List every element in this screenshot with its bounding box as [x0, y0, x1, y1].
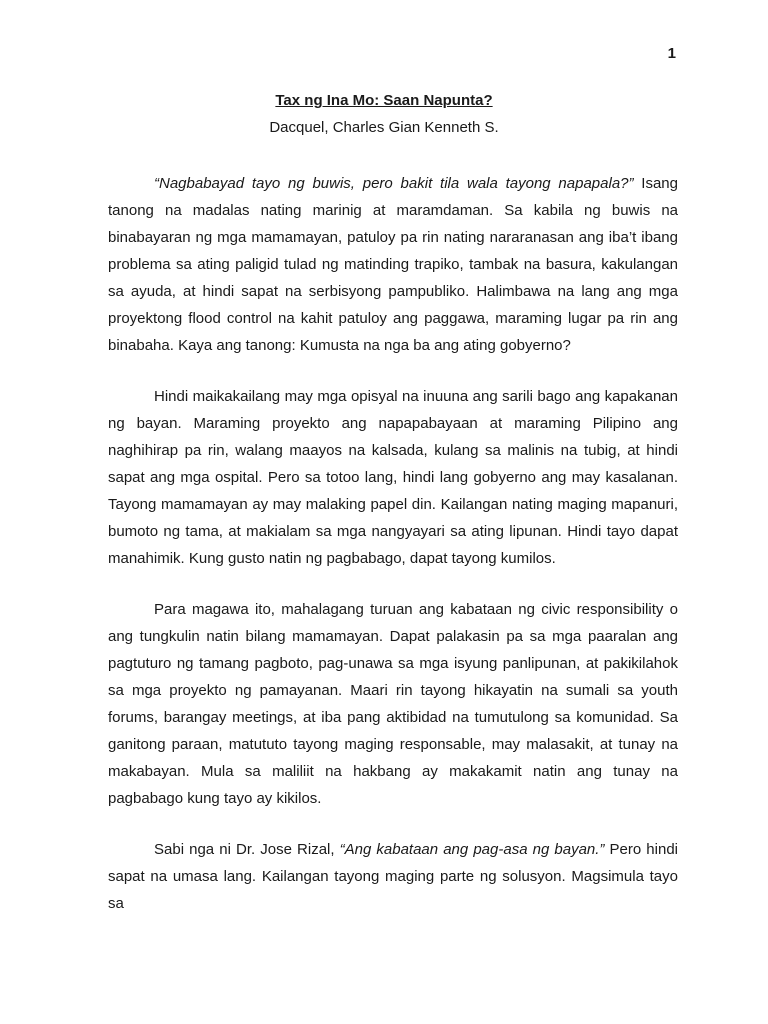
paragraph-4-quote: “Ang kabataan ang pag-asa ng bayan.”	[339, 841, 605, 858]
paragraph-3-text: Para magawa ito, mahalagang turuan ang kabataan ng civic responsibility o ang tungkulin natin bilang mamamayan. Dapat palakasin pa sa mga paaralan ang pagtuturo ng tamang pagboto, pag-unawa sa mga isyung panlipunan, at pakikilahok sa mga proyekto ng pamayanan. Maari rin tayong hikayatin na sumali sa youth forums, barangay meetings, at iba pang aktibidad na tumutulong sa komunidad. Sa ganitong paraan, matututo tayong maging responsable, may malasakit, at tunay na makabayan. Mula sa maliliit na hakbang ay makakamit natin ang tunay na pagbabago kung tayo ay kikilos.	[108, 601, 678, 807]
paragraph-1	[108, 170, 678, 359]
document-title: Tax ng Ina Mo: Saan Napunta?	[275, 92, 493, 109]
paragraph-4-pre: Sabi nga ni Dr. Jose Rizal,	[154, 841, 340, 858]
paragraph-3	[108, 596, 678, 812]
paragraph-2	[108, 383, 678, 572]
page-number: 1	[667, 45, 676, 62]
paragraph-1-quote: “Nagbabayad tayo ng buwis, pero bakit tila wala tayong napapala?”	[154, 175, 634, 192]
paragraph-4-text: Pero hindi sapat na umasa lang. Kailangan tayong maging parte ng solusyon. Magsimula tayo sa	[108, 841, 678, 912]
paragraph-1-text: Isang tanong na madalas nating marinig at maramdaman. Sa kabila ng buwis na binabayaran ng mga mamamayan, patuloy pa rin nating nararanasan ang iba’t ibang problema sa ating paligid tulad ng matinding trapiko, tambak na basura, kakulangan sa ayuda, at hindi sapat na serbisyong pampubliko. Halimbawa na lang ang mga proyektong flood control na kahit patuloy ang paggawa, maraming lugar pa rin ang binabaha. Kaya ang tanong: Kumusta na nga ba ang ating gobyerno?	[108, 175, 678, 354]
paragraph-2-text: Hindi maikakailang may mga opisyal na inuuna ang sarili bago ang kapakanan ng bayan. Maraming proyekto ang napapabayaan at maraming Pilipino ang naghihirap pa rin, walang maayos na kalsada, kulang sa malinis na tubig, at hindi sapat ang mga ospital. Pero sa totoo lang, hindi lang gobyerno ang may kasalanan. Tayong mamamayan ay may malaking papel din. Kailangan nating maging mapanuri, bumoto ng tama, at makialam sa mga nangyayari sa ating lipunan. Hindi tayo dapat manahimik. Kung gusto natin ng pagbabago, dapat tayong kumilos.	[108, 388, 678, 567]
paragraph-4	[108, 836, 678, 917]
document-body	[108, 170, 678, 917]
document-author: Dacquel, Charles Gian Kenneth S.	[269, 119, 499, 136]
